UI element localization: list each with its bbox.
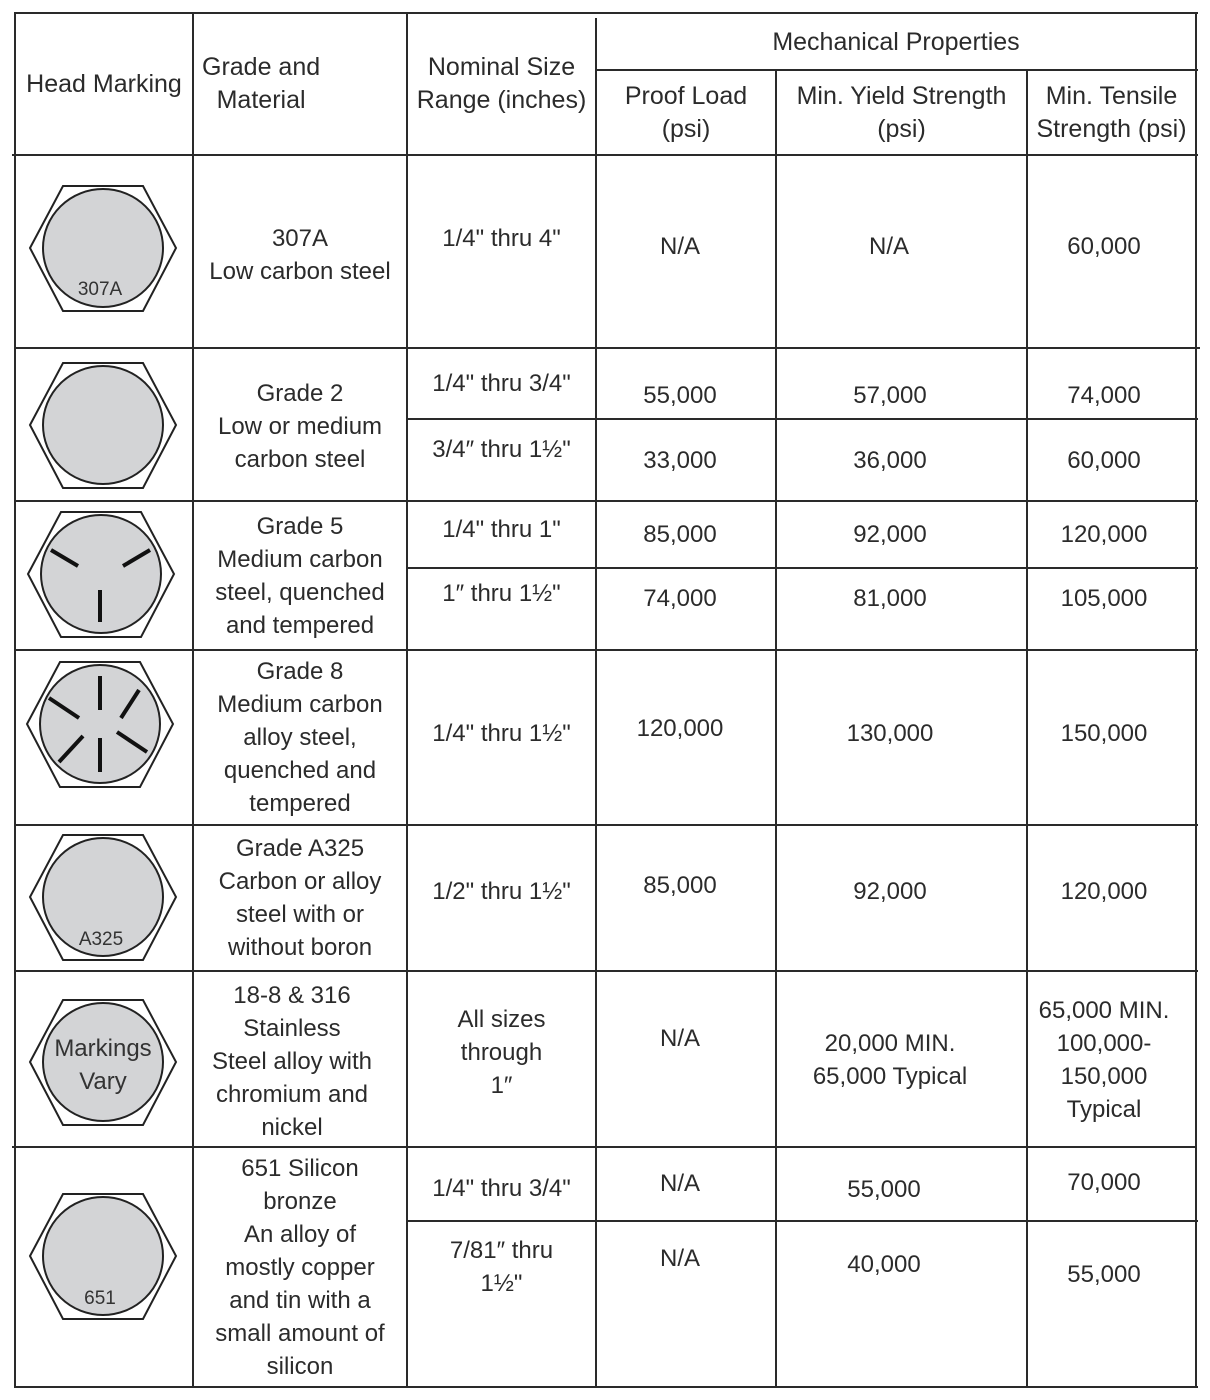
proof-load-cell <box>597 826 763 944</box>
size-range-cell <box>408 420 595 478</box>
min-yield-cell <box>777 502 1003 567</box>
proof-load-value: 74,000 <box>643 584 717 612</box>
hex-head-grade-5-three-lines-icon <box>26 510 176 640</box>
proof-load-value: 85,000 <box>643 521 717 548</box>
min-tensile-cell <box>1028 651 1180 815</box>
size-range-cell <box>408 569 595 617</box>
hex-head-markings-vary-icon <box>28 998 178 1128</box>
min-yield-value: 92,000 <box>853 521 927 548</box>
min-yield-cell <box>777 651 1003 815</box>
size-range-cell <box>408 156 595 347</box>
min-yield-value: 40,000 <box>847 1251 921 1278</box>
header-mechanical-properties <box>597 14 1195 70</box>
size-range-text: 1/4" thru 3/4" <box>432 1174 571 1202</box>
grade-material-cell <box>194 1148 406 1386</box>
header-mechanical-properties-label: Mechanical Properties <box>772 27 1020 56</box>
min-yield-value: N/A <box>868 232 909 260</box>
min-yield-cell <box>777 420 1003 500</box>
proof-load-cell <box>597 420 763 500</box>
size-range-text: 1″ thru 1½" <box>442 579 561 607</box>
min-yield-value: 20,000 MIN. 65,000 Typical <box>812 1030 968 1090</box>
header-min-tensile-label: Min. Tensile Strength (psi) <box>1036 81 1187 143</box>
hex-head-651-icon <box>28 1192 178 1322</box>
min-tensile-cell <box>1028 420 1180 500</box>
size-range-cell <box>408 972 595 1132</box>
proof-load-value: N/A <box>659 1245 700 1272</box>
min-yield-cell <box>777 569 1003 627</box>
grade-material-text: Grade 8 Medium carbon alloy steel, quenched and tempered <box>217 658 383 817</box>
min-tensile-value: 70,000 <box>1067 1168 1141 1196</box>
header-proof-load-label: Proof Load (psi) <box>624 81 748 143</box>
min-tensile-value: 60,000 <box>1067 232 1141 260</box>
size-range-text: 7/81″ thru 1½" <box>449 1237 554 1297</box>
min-yield-value: 36,000 <box>853 446 927 474</box>
grade-material-cell <box>194 502 406 649</box>
hex-head-grade-2-icon <box>28 361 178 491</box>
min-yield-cell <box>777 826 1003 956</box>
size-range-cell <box>408 1148 595 1228</box>
grade-material-cell <box>194 826 406 970</box>
grade-material-text: 307A Low carbon steel <box>209 225 391 285</box>
min-yield-cell <box>777 1148 991 1230</box>
proof-load-value: N/A <box>659 1024 700 1052</box>
header-proof-load <box>597 71 775 154</box>
size-range-text: 1/4" thru 3/4" <box>432 370 571 397</box>
grade-material-text: Grade A325 Carbon or alloy steel with or without boron <box>218 835 382 961</box>
table-border-left <box>14 12 16 1388</box>
head-marking-text: Markings <box>54 1035 152 1062</box>
min-tensile-cell <box>1028 1148 1180 1216</box>
header-head-marking-label: Head Marking <box>26 69 182 98</box>
grade-material-text: Grade 2 Low or medium carbon steel <box>217 380 383 473</box>
min-tensile-value: 55,000 <box>1067 1261 1141 1288</box>
grade-material-cell <box>194 972 390 1146</box>
min-tensile-value: 120,000 <box>1060 521 1148 548</box>
header-grade-material <box>194 14 406 154</box>
proof-load-value: 55,000 <box>643 381 717 409</box>
size-range-cell <box>408 651 595 815</box>
proof-load-value: N/A <box>659 1169 700 1197</box>
min-tensile-cell <box>1028 972 1180 1148</box>
proof-load-value: 85,000 <box>643 871 717 899</box>
size-range-text: 1/4" thru 1½" <box>432 719 571 747</box>
head-marking-text: 307A <box>77 279 123 300</box>
proof-load-cell <box>597 972 763 1104</box>
min-yield-cell <box>777 972 1003 1148</box>
size-range-cell <box>408 502 595 557</box>
header-min-yield-label: Min. Yield Strength (psi) <box>796 81 1007 143</box>
min-tensile-value: 65,000 MIN. 100,000- 150,000 Typical <box>1038 997 1170 1123</box>
header-nominal-size <box>408 14 595 154</box>
grade-material-cell <box>194 156 406 347</box>
size-range-cell <box>408 349 595 418</box>
proof-load-cell <box>597 1222 763 1386</box>
min-yield-value: 55,000 <box>847 1175 921 1203</box>
header-head-marking <box>16 14 192 154</box>
min-yield-value: 81,000 <box>853 584 927 612</box>
min-tensile-value: 60,000 <box>1067 446 1141 474</box>
proof-load-cell <box>597 651 763 805</box>
min-yield-value: 130,000 <box>846 719 934 747</box>
head-marking-text: A325 <box>78 929 124 950</box>
proof-load-cell <box>597 569 763 627</box>
min-tensile-value: 74,000 <box>1067 381 1141 409</box>
header-min-yield <box>777 71 1026 154</box>
hex-head-a325-icon <box>28 833 178 963</box>
size-range-text: All sizes through 1″ <box>457 1005 546 1099</box>
header-grade-material-label: Grade and Material <box>202 53 321 114</box>
proof-load-value: N/A <box>659 232 700 260</box>
proof-load-cell <box>597 502 763 567</box>
min-tensile-cell <box>1028 569 1180 627</box>
min-yield-cell <box>777 1222 991 1386</box>
proof-load-value: 33,000 <box>643 446 717 474</box>
size-range-text: 1/4" thru 4" <box>442 225 561 252</box>
hex-head-grade-8-six-lines-icon <box>25 660 175 790</box>
hex-head-307a-icon <box>28 184 178 314</box>
size-range-text: 3/4″ thru 1½" <box>432 435 571 463</box>
size-range-cell <box>408 826 595 956</box>
proof-load-cell <box>597 156 763 336</box>
min-yield-cell <box>777 156 1001 336</box>
header-nominal-size-label: Nominal Size Range (inches) <box>416 53 587 114</box>
min-tensile-cell <box>1028 156 1180 336</box>
min-tensile-cell <box>1028 502 1180 567</box>
min-tensile-cell <box>1028 1222 1180 1386</box>
min-yield-value: 57,000 <box>853 381 927 409</box>
size-range-cell <box>408 1222 595 1386</box>
grade-material-text: 18-8 & 316 Stainless Steel alloy with chromium and nickel <box>211 981 373 1141</box>
proof-load-cell <box>597 1148 763 1218</box>
proof-load-value: 120,000 <box>636 714 724 742</box>
head-marking-text: 651 <box>84 1288 116 1309</box>
table-border-right <box>1195 12 1197 1388</box>
grade-material-text: Grade 5 Medium carbon steel, quenched and tempered <box>215 512 385 639</box>
min-tensile-value: 150,000 <box>1060 719 1148 747</box>
head-marking-text: Vary <box>79 1068 127 1095</box>
grade-material-cell <box>194 349 406 500</box>
min-yield-value: 92,000 <box>853 877 927 905</box>
grade-material-text: 651 Silicon bronze An alloy of mostly copper and tin with a small amount of silicon <box>215 1154 385 1380</box>
grade-material-cell <box>194 651 406 824</box>
min-tensile-value: 105,000 <box>1060 584 1148 612</box>
min-tensile-cell <box>1028 826 1180 956</box>
size-range-text: 1/2" thru 1½" <box>432 877 571 905</box>
min-tensile-value: 120,000 <box>1060 877 1148 905</box>
header-min-tensile <box>1028 71 1195 154</box>
size-range-text: 1/4" thru 1" <box>442 516 561 543</box>
